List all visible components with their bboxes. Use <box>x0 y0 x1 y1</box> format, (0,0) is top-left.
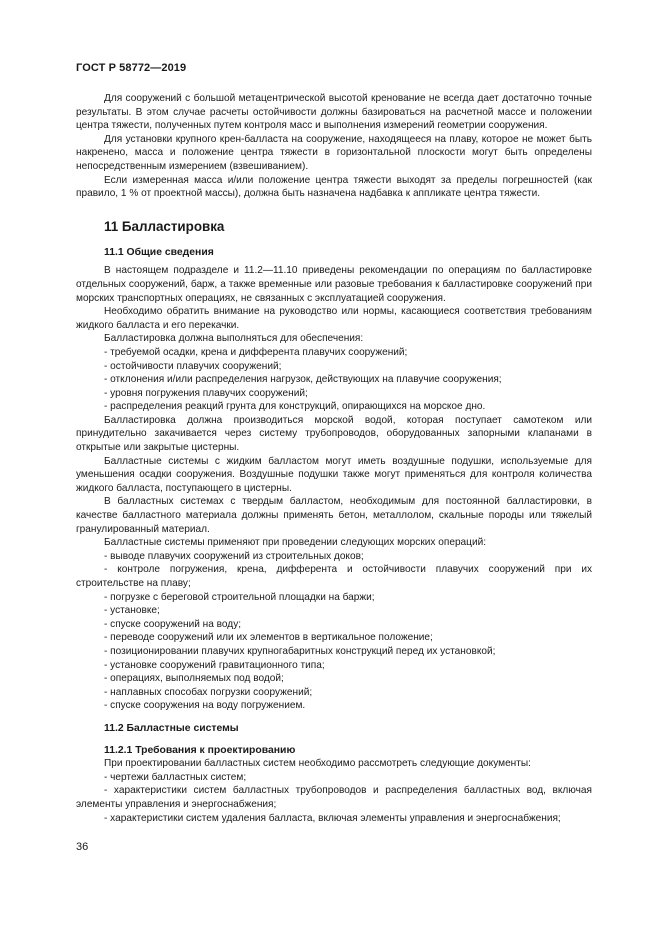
list-item: - переводе сооружений или их элементов в вертикальное положение; <box>104 632 433 644</box>
list-item: - погрузке с береговой строительной площадки на баржи; <box>104 591 375 603</box>
document-id-header: ГОСТ Р 58772—2019 <box>76 62 187 74</box>
list-item: - спуске сооружения на воду погружением. <box>104 700 306 712</box>
subsection-title-general: 11.1 Общие сведения <box>104 246 214 258</box>
paragraph: Балластировка должна производиться морской водой, которая поступает самотеком или принудительно закачивается через систему трубопроводов, оборудованных запорными клапанами в открытые или закрытые цистерны. <box>76 414 592 454</box>
list-item: - установке; <box>104 605 160 617</box>
list-item: - позиционировании плавучих крупногабаритных конструкций перед их установкой; <box>104 645 496 657</box>
list-item: - требуемой осадки, крена и дифферента плавучих сооружений; <box>104 346 408 358</box>
list-item: - распределения реакций грунта для конструкций, опирающихся на морское дно. <box>104 401 486 413</box>
list-item: - операциях, выполняемых под водой; <box>104 673 284 685</box>
clause-title-design: 11.2.1 Требования к проектированию <box>104 744 296 756</box>
subsection-title-systems: 11.2 Балластные системы <box>104 722 239 734</box>
list-item: - остойчивости плавучих сооружений; <box>104 360 282 372</box>
list-item: - характеристики систем балластных трубопроводов и распределения балластных вод, включая элементы управления и энергоснабжения; <box>76 785 592 810</box>
paragraph: Балластировка должна выполняться для обеспечения: <box>104 333 364 345</box>
intro-paragraph: Для сооружений с большой метацентрической высотой кренование не всегда дает достаточно точные результаты. В этом случае расчеты остойчивости должны базироваться на расчетной массе и положении центра тяжести, полученных путем контроля масс и выполнения измерений геометрии сооружения. <box>76 93 592 132</box>
intro-paragraph: Если измеренная масса и/или положение центра тяжести выходят за пределы погрешностей (как правило, 1 % от проектной массы), должна быть назначена надбавка к аппликате центра тяжести. <box>76 174 592 200</box>
paragraph: В настоящем подразделе и 11.2—11.10 приведены рекомендации по операциям по балластировке отдельных сооружений, барж, а также временные или разовые требования к балластировке сооружений при морских транспортных операциях, не связанных с эксплуатацией сооружения. <box>76 265 592 304</box>
intro-paragraph: Для установки крупного крен-балласта на сооружение, находящееся на плаву, которое не может быть накренено, масса и положение центра тяжести в горизонтальной плоскости могут быть определены непосредственным измерением (взвешиванием). <box>76 133 592 172</box>
list-item: - чертежи балластных систем; <box>104 771 247 783</box>
page-content <box>76 92 592 825</box>
list-item: - отклонения и/или распределения нагрузок, действующих на плавучие сооружения; <box>104 374 502 386</box>
paragraph: Балластные системы применяют при проведении следующих морских операций: <box>104 537 487 549</box>
list-item: - уровня погружения плавучих сооружений; <box>104 387 308 399</box>
list-item: - спуске сооружений на воду; <box>104 618 242 630</box>
list-item: - контроле погружения, крена, дифферента и остойчивости плавучих сооружений при их строительстве на плаву; <box>76 564 592 589</box>
list-item: - характеристики систем удаления балласта, включая элементы управления и энергоснабжения; <box>104 812 561 824</box>
page-number: 36 <box>76 841 89 853</box>
paragraph: В балластных системах с твердым балластом, необходимым для постоянной балластировки, в качестве балластного материала должны применять бетон, металлолом, скальные породы или тяжелый гранулированный материал. <box>76 496 592 535</box>
paragraph: Балластные системы с жидким балластом могут иметь воздушные подушки, используемые для уменьшения осадки сооружения. Воздушные подушки также могут применяться для контроля количества жидкого балласта, поступающего в цистерны. <box>76 455 592 494</box>
section-title: 11 Балластировка <box>104 218 225 234</box>
list-item: - установке сооружений гравитационного типа; <box>104 659 325 671</box>
paragraph: При проектировании балластных систем необходимо рассмотреть следующие документы: <box>104 758 531 770</box>
list-item: - наплавных способах погрузки сооружений; <box>104 686 313 698</box>
paragraph: Необходимо обратить внимание на руководство или нормы, касающиеся соответствия требованиям жидкого балласта и его перекачки. <box>76 306 592 331</box>
list-item: - выводе плавучих сооружений из строительных доков; <box>104 550 364 562</box>
